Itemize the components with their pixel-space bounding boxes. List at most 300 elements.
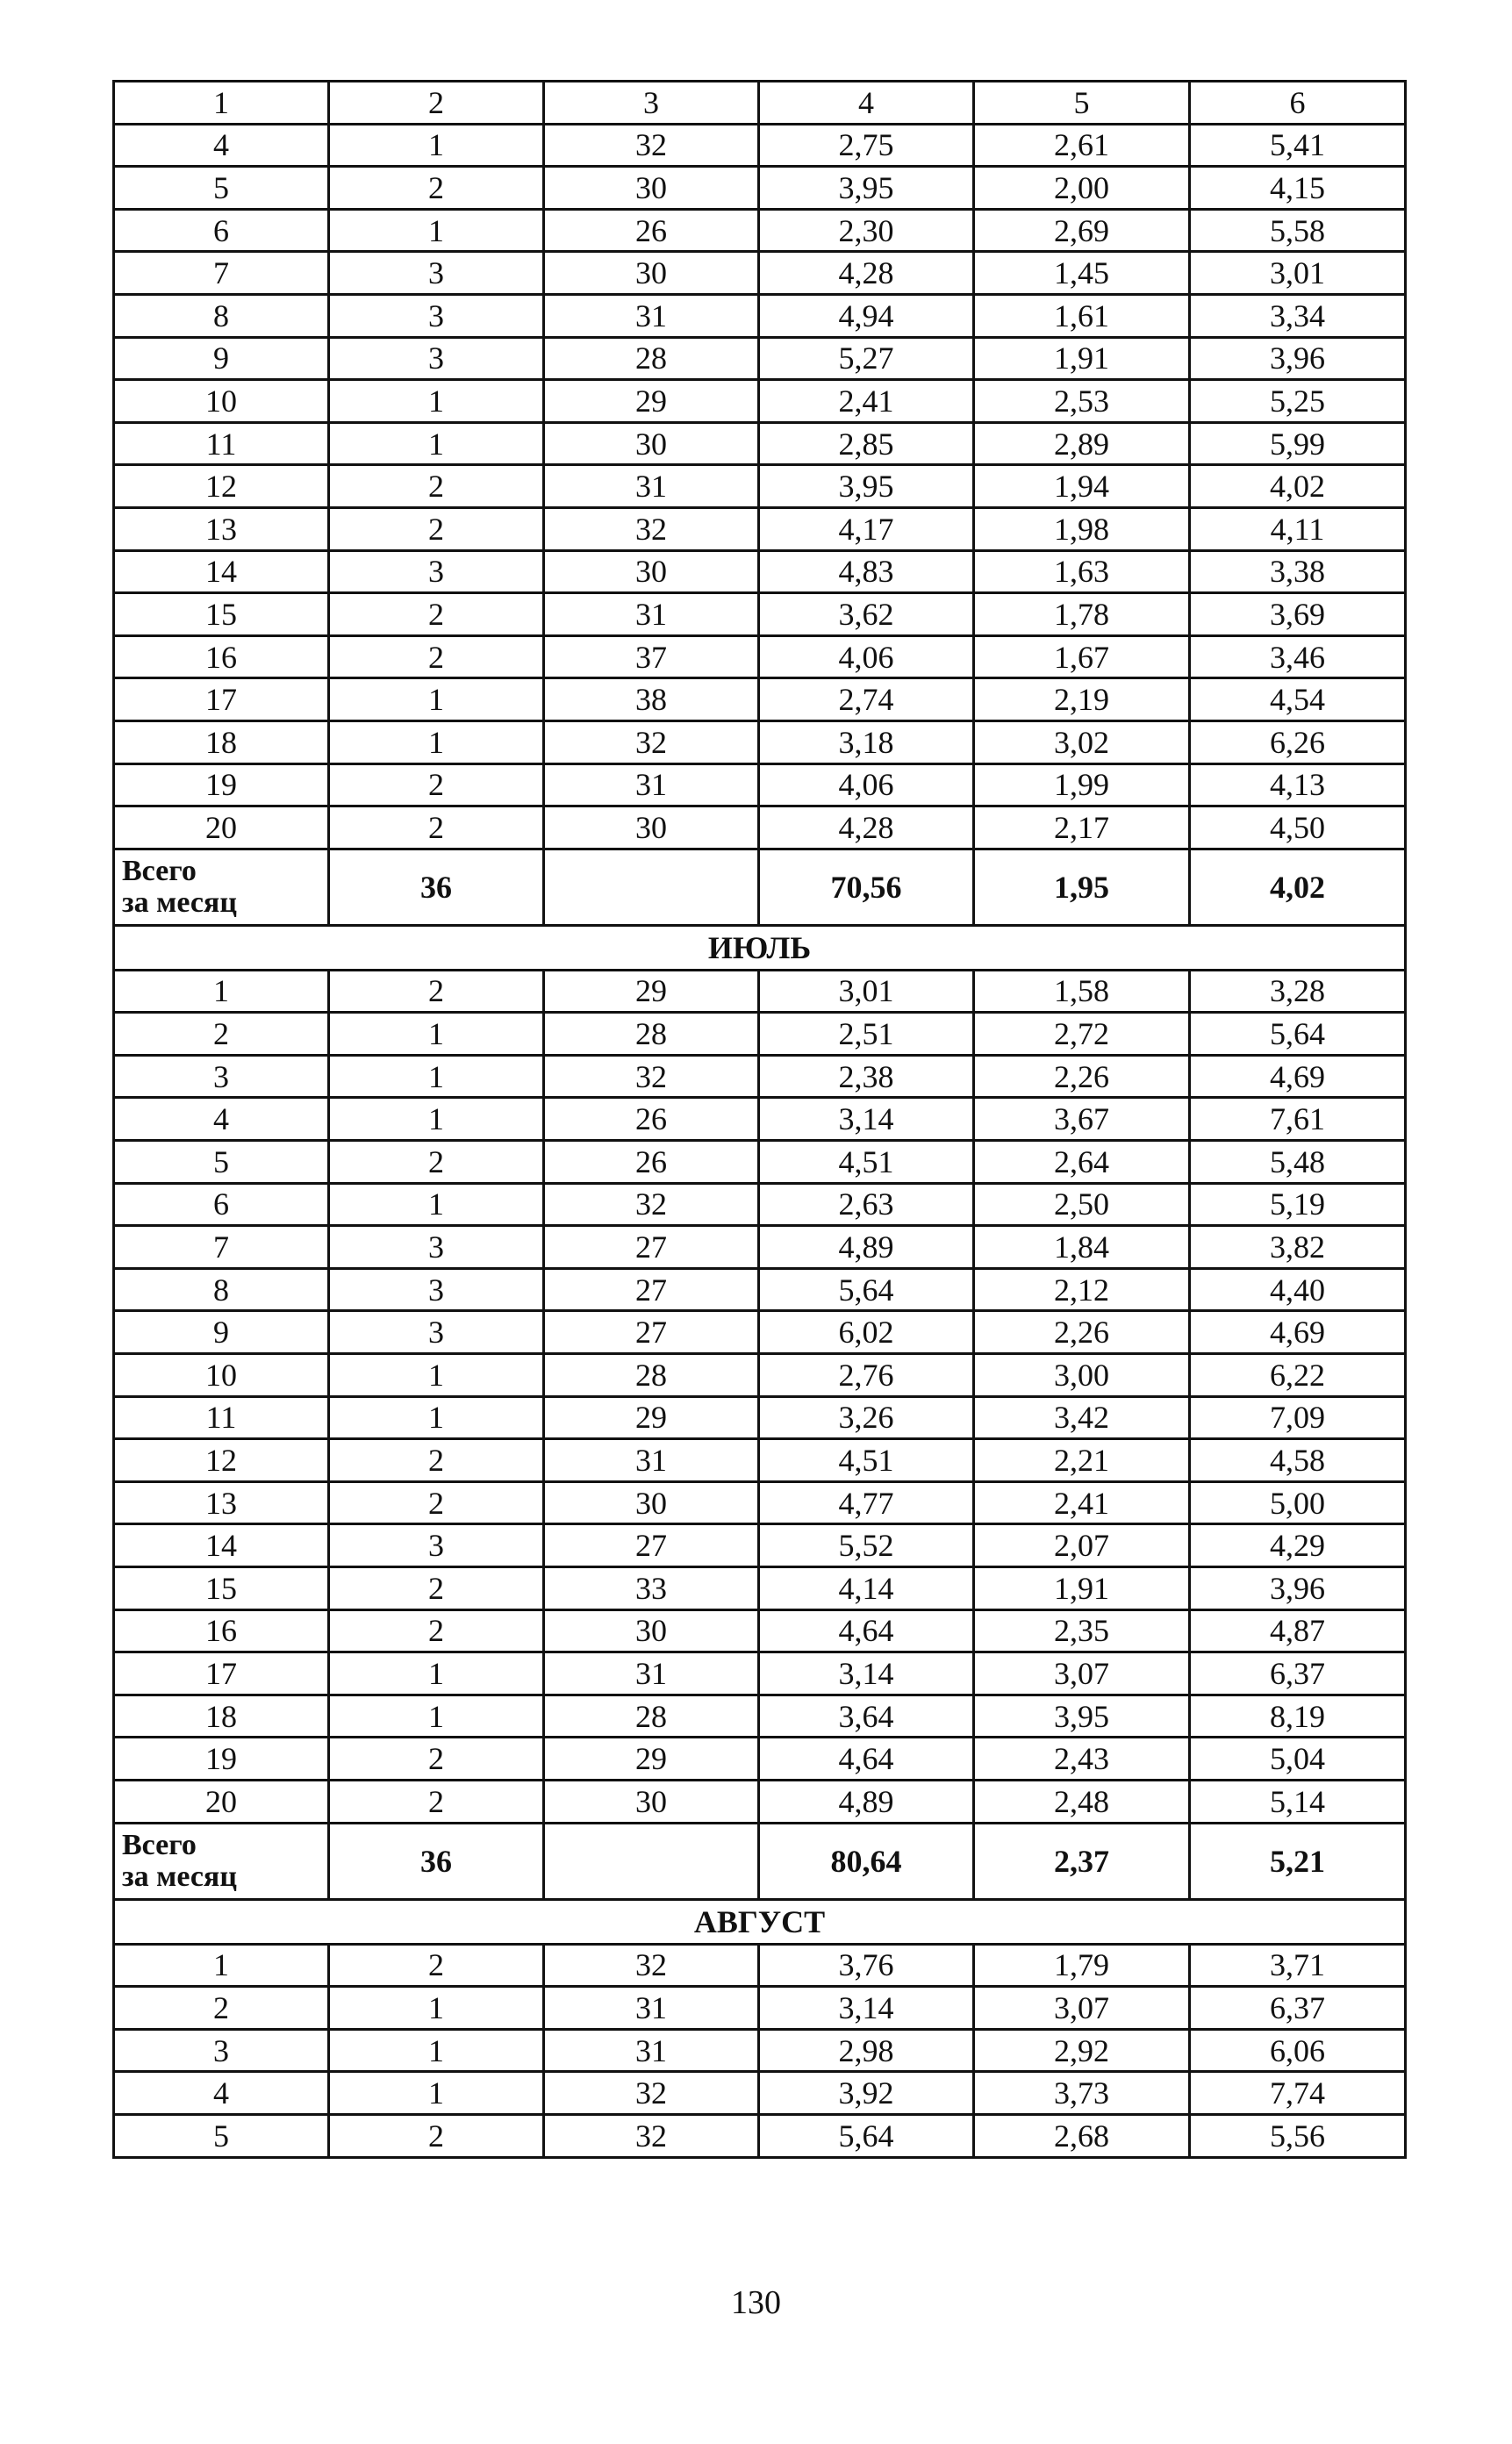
- table-cell: 30: [544, 167, 759, 210]
- table-cell: 15: [114, 1567, 329, 1610]
- table-cell: 2,92: [974, 2029, 1190, 2072]
- table-cell: 1,91: [974, 337, 1190, 380]
- table-cell: 12: [114, 1439, 329, 1482]
- table-row: [114, 678, 1406, 721]
- table-row: [114, 1987, 1406, 2030]
- table-cell: 1,98: [974, 507, 1190, 550]
- table-cell: 2,75: [759, 124, 974, 167]
- table-cell: 2,72: [974, 1013, 1190, 1056]
- table-cell: 7,74: [1190, 2072, 1406, 2115]
- table-cell: 1,78: [974, 593, 1190, 636]
- table-cell: 2: [329, 1780, 544, 1823]
- table-cell: 3,14: [759, 1652, 974, 1695]
- table-cell: 4,11: [1190, 507, 1406, 550]
- table-cell: 6,22: [1190, 1354, 1406, 1397]
- table-cell: 4,69: [1190, 1055, 1406, 1098]
- table-cell: 3: [329, 550, 544, 593]
- table-cell: 17: [114, 1652, 329, 1695]
- table-cell: 1: [329, 422, 544, 465]
- table-cell: 3: [329, 1311, 544, 1354]
- table-cell: 6,37: [1190, 1987, 1406, 2030]
- table-cell: 1,99: [974, 763, 1190, 806]
- total-cell: [544, 849, 759, 925]
- table-cell: 6: [1190, 82, 1406, 125]
- table-cell: 4,13: [1190, 763, 1406, 806]
- table-cell: 3,14: [759, 1987, 974, 2030]
- table-row: [114, 806, 1406, 849]
- table-row: [114, 1013, 1406, 1056]
- table-cell: 1,79: [974, 1944, 1190, 1987]
- table-cell: 4,64: [759, 1738, 974, 1781]
- table-cell: 3: [329, 1226, 544, 1269]
- table-cell: 2: [329, 1738, 544, 1781]
- table-cell: 3: [329, 1268, 544, 1311]
- table-cell: 4,28: [759, 252, 974, 295]
- table-cell: 13: [114, 1481, 329, 1524]
- table-row: [114, 167, 1406, 210]
- table-row: [114, 1780, 1406, 1823]
- table-row: [114, 1524, 1406, 1567]
- table-cell: 30: [544, 1481, 759, 1524]
- table-cell: 1: [329, 720, 544, 763]
- table-row: [114, 2114, 1406, 2157]
- table-cell: 5,27: [759, 337, 974, 380]
- table-cell: 31: [544, 1987, 759, 2030]
- table-cell: 32: [544, 1183, 759, 1226]
- table-row: [114, 635, 1406, 678]
- table-row: [114, 1268, 1406, 1311]
- table-row: [114, 1439, 1406, 1482]
- table-cell: 2,51: [759, 1013, 974, 1056]
- table-cell: 9: [114, 337, 329, 380]
- total-label: [114, 849, 329, 925]
- table-cell: 2,30: [759, 209, 974, 252]
- table-cell: 5,19: [1190, 1183, 1406, 1226]
- table-row: [114, 252, 1406, 295]
- table-cell: 6,37: [1190, 1652, 1406, 1695]
- table-cell: 8: [114, 294, 329, 337]
- table-cell: 4,77: [759, 1481, 974, 1524]
- table-cell: 3,95: [759, 167, 974, 210]
- table-cell: 27: [544, 1524, 759, 1567]
- table-cell: 5,41: [1190, 124, 1406, 167]
- total-cell: 1,95: [974, 849, 1190, 925]
- table-cell: 5,00: [1190, 1481, 1406, 1524]
- total-cell: 36: [329, 849, 544, 925]
- table-cell: 30: [544, 1780, 759, 1823]
- table-cell: 2: [329, 593, 544, 636]
- table-cell: 4,51: [759, 1439, 974, 1482]
- table-cell: 29: [544, 970, 759, 1013]
- table-cell: 1,63: [974, 550, 1190, 593]
- table-cell: 26: [544, 209, 759, 252]
- table-cell: 12: [114, 465, 329, 508]
- table-cell: 1: [114, 82, 329, 125]
- table-cell: 3,34: [1190, 294, 1406, 337]
- table-cell: 4,58: [1190, 1439, 1406, 1482]
- total-label: [114, 1823, 329, 1899]
- table-cell: 2,21: [974, 1439, 1190, 1482]
- table-cell: 15: [114, 593, 329, 636]
- table-cell: 18: [114, 720, 329, 763]
- table-row: [114, 1098, 1406, 1141]
- table-cell: 3,01: [759, 970, 974, 1013]
- table-row: [114, 763, 1406, 806]
- table-cell: 4: [759, 82, 974, 125]
- table-cell: 2,68: [974, 2114, 1190, 2157]
- table-cell: 4,06: [759, 763, 974, 806]
- table-row: [114, 1609, 1406, 1652]
- table-cell: 1: [329, 380, 544, 423]
- table-cell: 6,02: [759, 1311, 974, 1354]
- table-cell: 10: [114, 380, 329, 423]
- table-row: [114, 720, 1406, 763]
- table-cell: 5: [114, 167, 329, 210]
- table-cell: 2: [329, 970, 544, 1013]
- table-cell: 5,64: [1190, 1013, 1406, 1056]
- table-cell: 2: [329, 1944, 544, 1987]
- table-cell: 2: [329, 635, 544, 678]
- table-cell: 28: [544, 1354, 759, 1397]
- table-cell: 2,12: [974, 1268, 1190, 1311]
- table-cell: 2,63: [759, 1183, 974, 1226]
- table-cell: 3,14: [759, 1098, 974, 1141]
- table-cell: 32: [544, 720, 759, 763]
- table-cell: 26: [544, 1141, 759, 1184]
- table-cell: 4,40: [1190, 1268, 1406, 1311]
- table-cell: 28: [544, 1695, 759, 1738]
- total-row: [114, 849, 1406, 925]
- table-cell: 3,76: [759, 1944, 974, 1987]
- table-cell: 3,82: [1190, 1226, 1406, 1269]
- table-cell: 11: [114, 1396, 329, 1439]
- table-cell: 37: [544, 635, 759, 678]
- table-row: [114, 2072, 1406, 2115]
- month-title: ИЮЛЬ: [114, 925, 1406, 970]
- table-row: [114, 593, 1406, 636]
- table-cell: 4,29: [1190, 1524, 1406, 1567]
- table-cell: 7,61: [1190, 1098, 1406, 1141]
- table-cell: 2,64: [974, 1141, 1190, 1184]
- table-cell: 3,18: [759, 720, 974, 763]
- table-cell: 4: [114, 124, 329, 167]
- table-cell: 31: [544, 593, 759, 636]
- table-cell: 2,41: [974, 1481, 1190, 1524]
- table-cell: 1,61: [974, 294, 1190, 337]
- page-number: 130: [731, 2284, 781, 2321]
- table-cell: 31: [544, 1652, 759, 1695]
- table-cell: 20: [114, 806, 329, 849]
- total-label-line2: за месяц: [122, 1860, 237, 1893]
- table-cell: 3: [114, 1055, 329, 1098]
- table-cell: 18: [114, 1695, 329, 1738]
- table-cell: 1: [329, 209, 544, 252]
- table-row: [114, 1141, 1406, 1184]
- table-cell: 2,35: [974, 1609, 1190, 1652]
- table-cell: 31: [544, 294, 759, 337]
- total-row: [114, 1823, 1406, 1899]
- table-cell: 29: [544, 1396, 759, 1439]
- table-body: [114, 82, 1406, 2158]
- table-cell: 3,96: [1190, 1567, 1406, 1610]
- table-cell: 30: [544, 550, 759, 593]
- table-cell: 1: [114, 1944, 329, 1987]
- table-row: [114, 465, 1406, 508]
- table-cell: 3: [544, 82, 759, 125]
- table-cell: 32: [544, 2072, 759, 2115]
- table-cell: 31: [544, 1439, 759, 1482]
- table-cell: 3: [114, 2029, 329, 2072]
- table-cell: 31: [544, 465, 759, 508]
- table-cell: 32: [544, 2114, 759, 2157]
- table-cell: 16: [114, 635, 329, 678]
- total-cell: 36: [329, 1823, 544, 1899]
- table-cell: 2: [329, 1481, 544, 1524]
- month-title: АВГУСТ: [114, 1899, 1406, 1944]
- table-cell: 3,00: [974, 1354, 1190, 1397]
- table-cell: 13: [114, 507, 329, 550]
- table-cell: 16: [114, 1609, 329, 1652]
- table-row: [114, 1567, 1406, 1610]
- table-cell: 1: [329, 678, 544, 721]
- table-cell: 2,38: [759, 1055, 974, 1098]
- table-cell: 20: [114, 1780, 329, 1823]
- table-cell: 3: [329, 337, 544, 380]
- table-row: [114, 507, 1406, 550]
- table-cell: 6,26: [1190, 720, 1406, 763]
- table-cell: 3,64: [759, 1695, 974, 1738]
- table-cell: 6: [114, 1183, 329, 1226]
- table-cell: 2: [329, 167, 544, 210]
- table-cell: 5,58: [1190, 209, 1406, 252]
- table-row: [114, 970, 1406, 1013]
- table-row: [114, 1481, 1406, 1524]
- table-cell: 2: [114, 1987, 329, 2030]
- data-table: [112, 80, 1407, 2159]
- table-cell: 2,89: [974, 422, 1190, 465]
- table-cell: 2,76: [759, 1354, 974, 1397]
- table-cell: 1: [329, 2029, 544, 2072]
- table-cell: 14: [114, 550, 329, 593]
- table-cell: 32: [544, 507, 759, 550]
- table-cell: 1: [329, 1396, 544, 1439]
- table-cell: 2,26: [974, 1311, 1190, 1354]
- table-cell: 2: [329, 507, 544, 550]
- table-cell: 2: [329, 82, 544, 125]
- table-cell: 30: [544, 806, 759, 849]
- table-cell: 4,69: [1190, 1311, 1406, 1354]
- table-cell: 1,94: [974, 465, 1190, 508]
- table-cell: 1: [329, 1098, 544, 1141]
- table-cell: 4,28: [759, 806, 974, 849]
- table-cell: 3,07: [974, 1987, 1190, 2030]
- table-cell: 7: [114, 1226, 329, 1269]
- table-cell: 2: [114, 1013, 329, 1056]
- table-cell: 1: [114, 970, 329, 1013]
- table-cell: 4,02: [1190, 465, 1406, 508]
- table-cell: 3,38: [1190, 550, 1406, 593]
- table-row: [114, 1055, 1406, 1098]
- table-row: [114, 2029, 1406, 2072]
- table-row: [114, 1652, 1406, 1695]
- table-cell: 2,50: [974, 1183, 1190, 1226]
- table-cell: 11: [114, 422, 329, 465]
- table-cell: 4,06: [759, 635, 974, 678]
- table-cell: 5: [114, 1141, 329, 1184]
- total-cell: 5,21: [1190, 1823, 1406, 1899]
- table-cell: 2: [329, 465, 544, 508]
- table-cell: 1,45: [974, 252, 1190, 295]
- table-cell: 2,07: [974, 1524, 1190, 1567]
- table-row: [114, 1944, 1406, 1987]
- table-cell: 2,43: [974, 1738, 1190, 1781]
- table-cell: 2,48: [974, 1780, 1190, 1823]
- table-cell: 31: [544, 763, 759, 806]
- table-cell: 5,48: [1190, 1141, 1406, 1184]
- table-cell: 27: [544, 1226, 759, 1269]
- total-label-line1: Всего: [122, 855, 197, 887]
- table-cell: 2: [329, 1567, 544, 1610]
- table-cell: 1,91: [974, 1567, 1190, 1610]
- table-cell: 2,17: [974, 806, 1190, 849]
- table-cell: 1,58: [974, 970, 1190, 1013]
- table-cell: 4,14: [759, 1567, 974, 1610]
- table-row: [114, 209, 1406, 252]
- table-cell: 2,69: [974, 209, 1190, 252]
- table-cell: 5,04: [1190, 1738, 1406, 1781]
- table-cell: 32: [544, 124, 759, 167]
- total-label-line2: за месяц: [122, 885, 237, 919]
- table-cell: 3,07: [974, 1652, 1190, 1695]
- total-cell: 70,56: [759, 849, 974, 925]
- table-row: [114, 124, 1406, 167]
- table-cell: 10: [114, 1354, 329, 1397]
- table-cell: 3,46: [1190, 635, 1406, 678]
- total-cell: [544, 1823, 759, 1899]
- table-cell: 3: [329, 1524, 544, 1567]
- table-cell: 5: [114, 2114, 329, 2157]
- table-cell: 2: [329, 1141, 544, 1184]
- table-cell: 2,19: [974, 678, 1190, 721]
- table-cell: 1: [329, 1652, 544, 1695]
- table-cell: 4,15: [1190, 167, 1406, 210]
- table-cell: 5,64: [759, 2114, 974, 2157]
- table-cell: 1: [329, 1055, 544, 1098]
- table-cell: 4,89: [759, 1780, 974, 1823]
- table-cell: 30: [544, 252, 759, 295]
- table-cell: 29: [544, 380, 759, 423]
- table-cell: 28: [544, 337, 759, 380]
- table-cell: 2: [329, 1609, 544, 1652]
- table-cell: 3,95: [759, 465, 974, 508]
- table-cell: 29: [544, 1738, 759, 1781]
- table-cell: 5,25: [1190, 380, 1406, 423]
- table-cell: 2,00: [974, 167, 1190, 210]
- table-cell: 5,99: [1190, 422, 1406, 465]
- table-cell: 3: [329, 252, 544, 295]
- table-cell: 3,26: [759, 1396, 974, 1439]
- table-cell: 32: [544, 1944, 759, 1987]
- table-cell: 3,96: [1190, 337, 1406, 380]
- table-cell: 14: [114, 1524, 329, 1567]
- table-row: [114, 380, 1406, 423]
- table-cell: 32: [544, 1055, 759, 1098]
- table-cell: 2,41: [759, 380, 974, 423]
- table-row: [114, 337, 1406, 380]
- table-cell: 38: [544, 678, 759, 721]
- table-cell: 3,42: [974, 1396, 1190, 1439]
- total-cell: 80,64: [759, 1823, 974, 1899]
- table-cell: 1: [329, 1013, 544, 1056]
- table-cell: 30: [544, 422, 759, 465]
- month-header-row: [114, 925, 1406, 970]
- table-row: [114, 294, 1406, 337]
- table-cell: 1,84: [974, 1226, 1190, 1269]
- table-cell: 2,85: [759, 422, 974, 465]
- table-cell: 1: [329, 124, 544, 167]
- table-cell: 4: [114, 1098, 329, 1141]
- table-row: [114, 1738, 1406, 1781]
- table-cell: 7,09: [1190, 1396, 1406, 1439]
- total-cell: 4,02: [1190, 849, 1406, 925]
- table-cell: 33: [544, 1567, 759, 1610]
- column-number-row: [114, 82, 1406, 125]
- table-cell: 4,89: [759, 1226, 974, 1269]
- table-cell: 3,73: [974, 2072, 1190, 2115]
- table-cell: 2,98: [759, 2029, 974, 2072]
- table-row: [114, 1226, 1406, 1269]
- table-cell: 4,17: [759, 507, 974, 550]
- table-row: [114, 1396, 1406, 1439]
- table-cell: 2,26: [974, 1055, 1190, 1098]
- table-cell: 1: [329, 2072, 544, 2115]
- total-label-line1: Всего: [122, 1828, 197, 1861]
- table-cell: 2: [329, 1439, 544, 1482]
- table-cell: 8,19: [1190, 1695, 1406, 1738]
- table-cell: 1: [329, 1354, 544, 1397]
- table-cell: 8: [114, 1268, 329, 1311]
- table-cell: 1,67: [974, 635, 1190, 678]
- table-cell: 2,74: [759, 678, 974, 721]
- table-cell: 19: [114, 1738, 329, 1781]
- table-cell: 27: [544, 1268, 759, 1311]
- table-cell: 1: [329, 1695, 544, 1738]
- table-cell: 3,67: [974, 1098, 1190, 1141]
- table-cell: 2: [329, 2114, 544, 2157]
- table-cell: 26: [544, 1098, 759, 1141]
- table-cell: 5,52: [759, 1524, 974, 1567]
- table-cell: 3,95: [974, 1695, 1190, 1738]
- table-cell: 5,64: [759, 1268, 974, 1311]
- table-cell: 28: [544, 1013, 759, 1056]
- table-cell: 4,83: [759, 550, 974, 593]
- table-cell: 3,02: [974, 720, 1190, 763]
- table-cell: 6,06: [1190, 2029, 1406, 2072]
- table-cell: 4,50: [1190, 806, 1406, 849]
- table-cell: 5: [974, 82, 1190, 125]
- total-cell: 2,37: [974, 1823, 1190, 1899]
- table-cell: 2: [329, 806, 544, 849]
- table-cell: 27: [544, 1311, 759, 1354]
- table-cell: 4,87: [1190, 1609, 1406, 1652]
- table-cell: 30: [544, 1609, 759, 1652]
- table-cell: 4,94: [759, 294, 974, 337]
- table-cell: 1: [329, 1987, 544, 2030]
- table-cell: 4,64: [759, 1609, 974, 1652]
- table-cell: 31: [544, 2029, 759, 2072]
- table-cell: 2,53: [974, 380, 1190, 423]
- table-cell: 4,51: [759, 1141, 974, 1184]
